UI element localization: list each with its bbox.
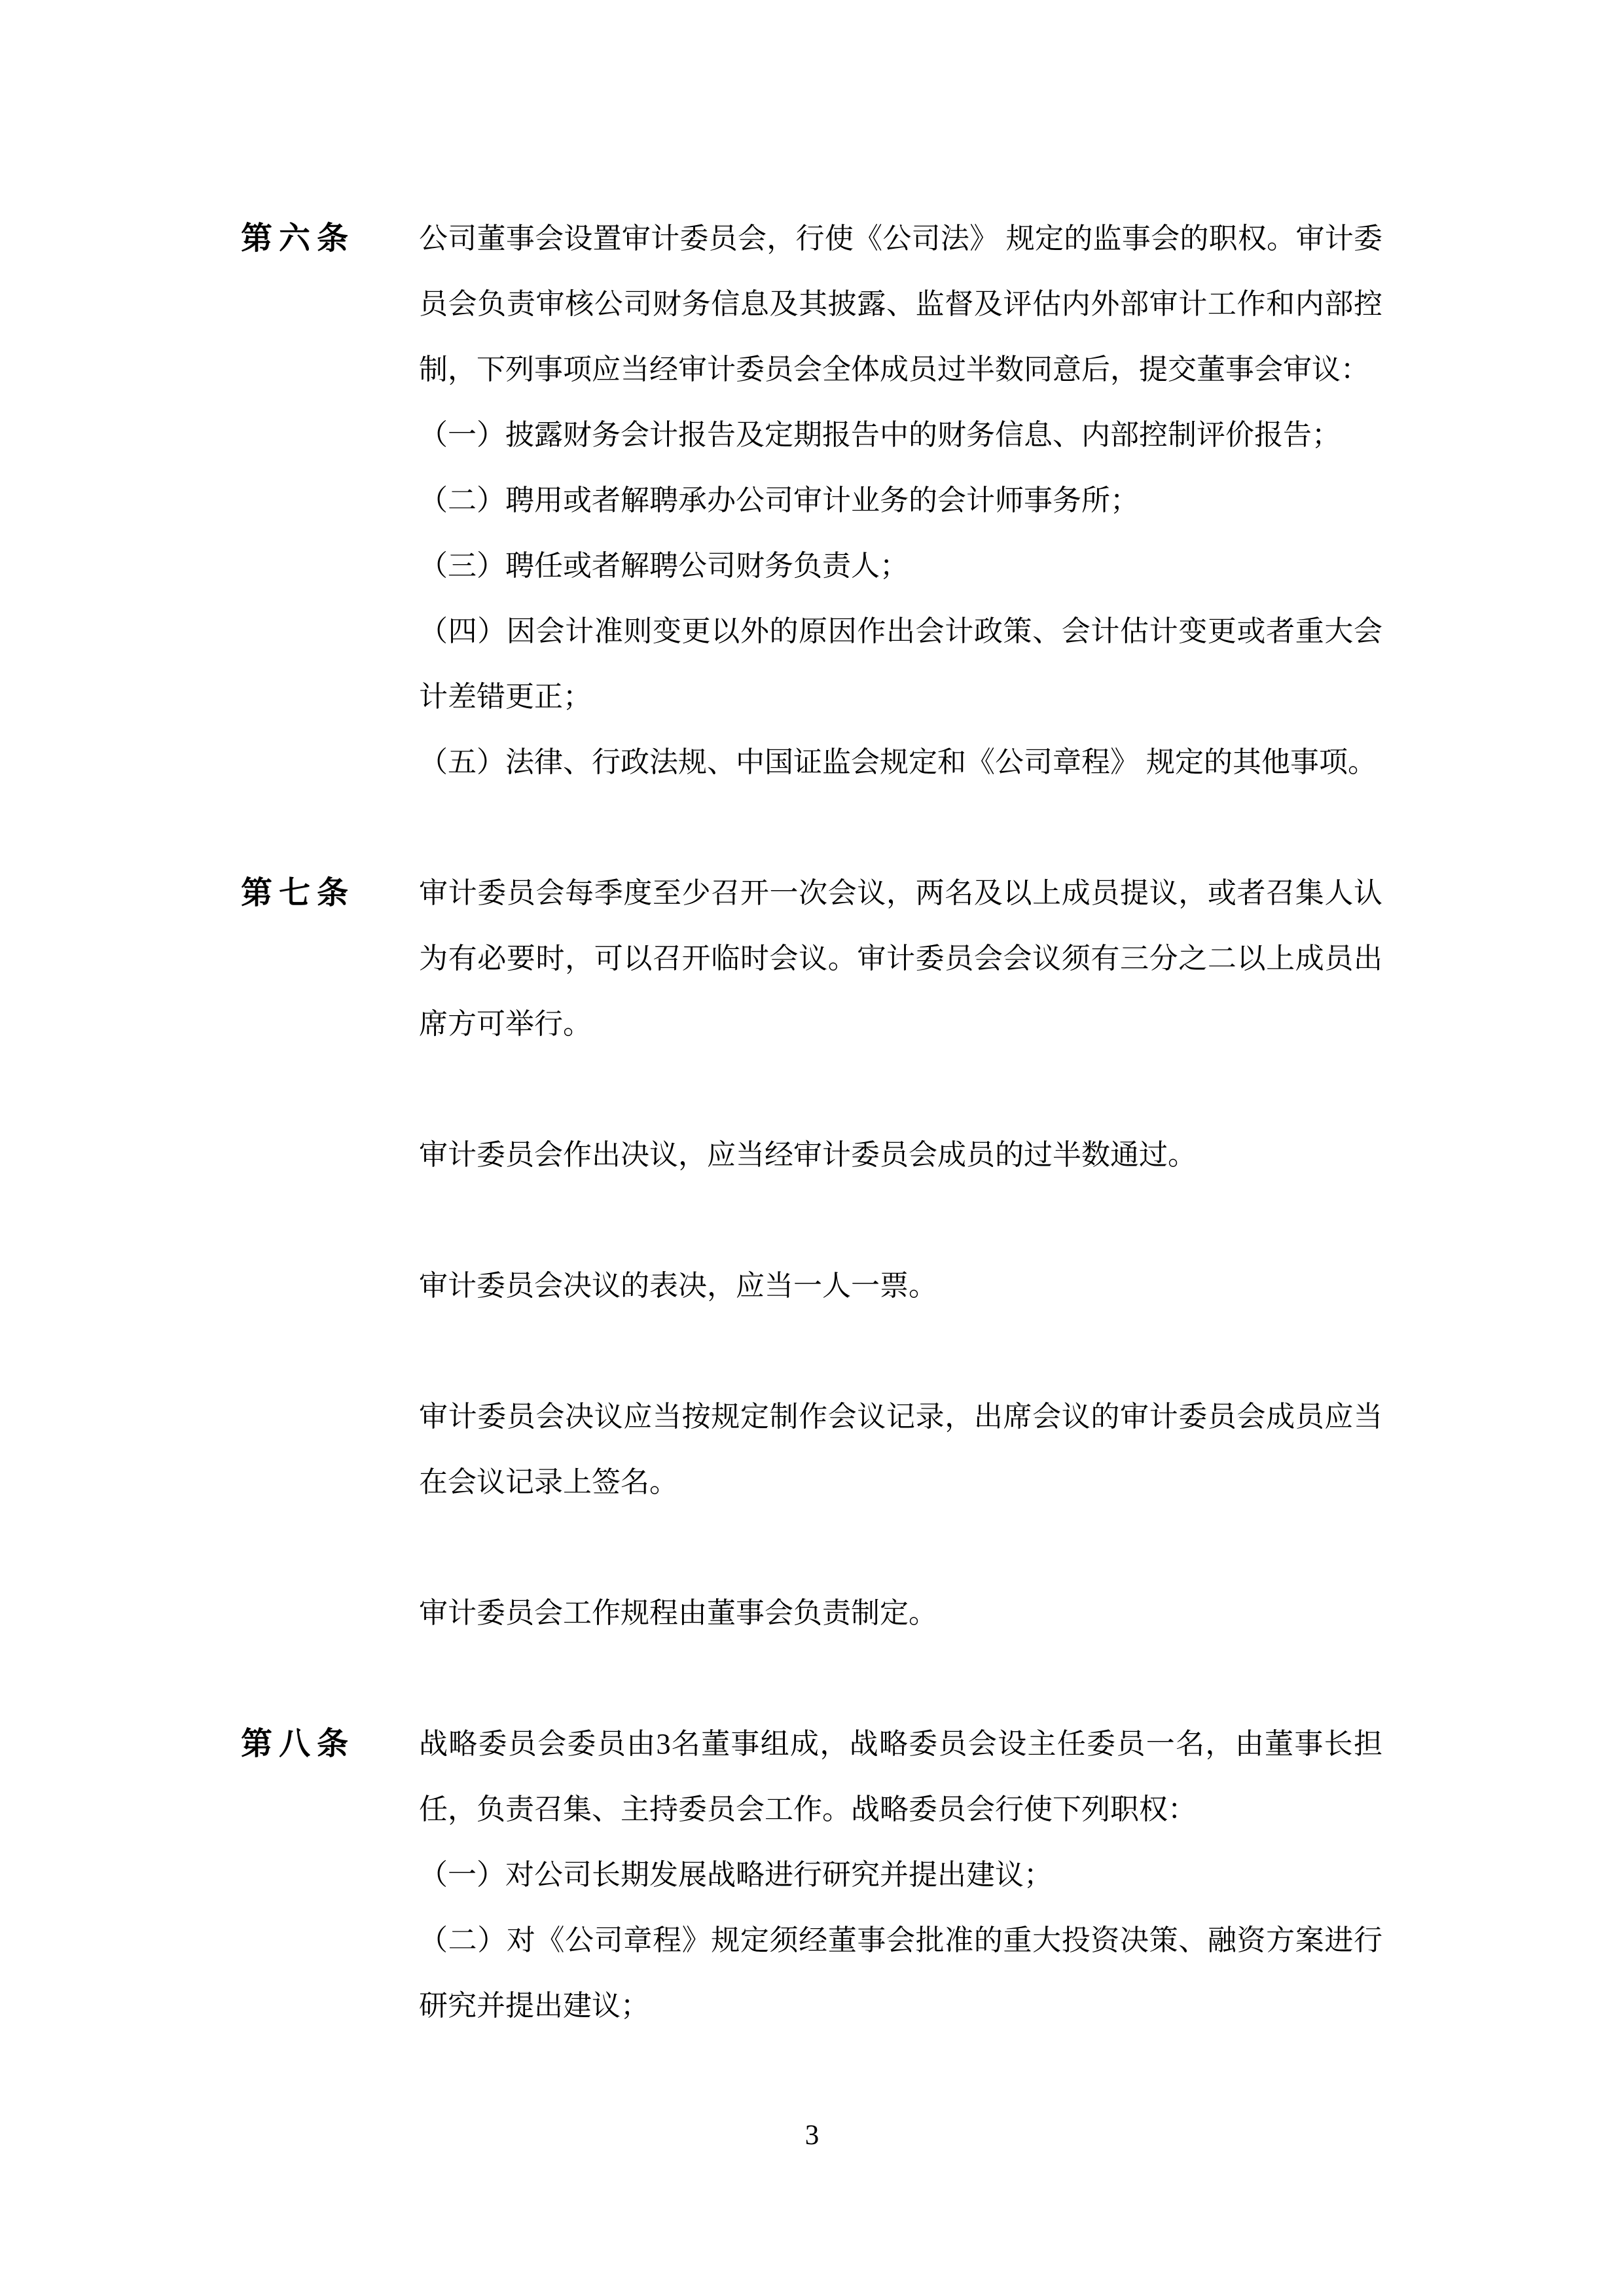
- list-item-3: （三）聘任或者解聘公司财务负责人；: [419, 550, 909, 582]
- article-8-body: [419, 1712, 1382, 2039]
- article-6-number-label: 第六条: [241, 221, 355, 256]
- list-item-2: （二）聘用或者解聘承办公司审计业务的会计师事务所；: [419, 484, 1139, 516]
- paragraph: 公司董事会设置审计委员会，行使《公司法》 规定的监事会的职权。审计委员会负责审核公司财务信息及其披露、监督及评估内外部审计工作和内部控制，下列事项应当经审计委员会全体成员过半数同意后，提交董事会审议：: [419, 223, 1382, 386]
- page-number: 3: [804, 2120, 820, 2151]
- list-item-1: （一）对公司长期发展战略进行研究并提出建议；: [419, 1859, 1053, 1891]
- paragraph: 审计委员会作出决议，应当经审计委员会成员的过半数通过。: [419, 1139, 1197, 1171]
- paragraph: 审计委员会每季度至少召开一次会议，两名及以上成员提议，或者召集人认为有必要时，可以召开临时会议。审计委员会会议须有三分之二以上成员出席方可举行。: [419, 877, 1382, 1040]
- article-7-body: [419, 861, 1382, 1646]
- paragraph: 审计委员会工作规程由董事会负责制定。: [419, 1597, 937, 1629]
- article-7-number-label: 第七条: [241, 876, 355, 910]
- paragraph: 战略委员会委员由3名董事组成，战略委员会设主任委员一名，由董事长担任，负责召集、主持委员会工作。战略委员会行使下列职权：: [419, 1728, 1382, 1825]
- paragraph: 审计委员会决议应当按规定制作会议记录，出席会议的审计委员会成员应当在会议记录上签名。: [419, 1401, 1382, 1498]
- list-item-2: （二）对《公司章程》规定须经董事会批准的重大投资决策、融资方案进行研究并提出建议；: [419, 1924, 1382, 2022]
- paragraph: 审计委员会决议的表决，应当一人一票。: [419, 1270, 937, 1302]
- article-8-number-label: 第八条: [241, 1727, 355, 1761]
- article-6-body: [419, 206, 1382, 795]
- list-item-1: （一）披露财务会计报告及定期报告中的财务信息、内部控制评价报告；: [419, 419, 1341, 451]
- list-item-4: （四）因会计准则变更以外的原因作出会计政策、会计估计变更或者重大会计差错更正；: [419, 615, 1382, 713]
- article-8: [241, 1712, 1624, 2039]
- list-item-5: （五）法律、行政法规、中国证监会规定和《公司章程》 规定的其他事项。: [419, 746, 1377, 778]
- article-7: [241, 861, 1624, 1646]
- article-6: [241, 206, 1624, 795]
